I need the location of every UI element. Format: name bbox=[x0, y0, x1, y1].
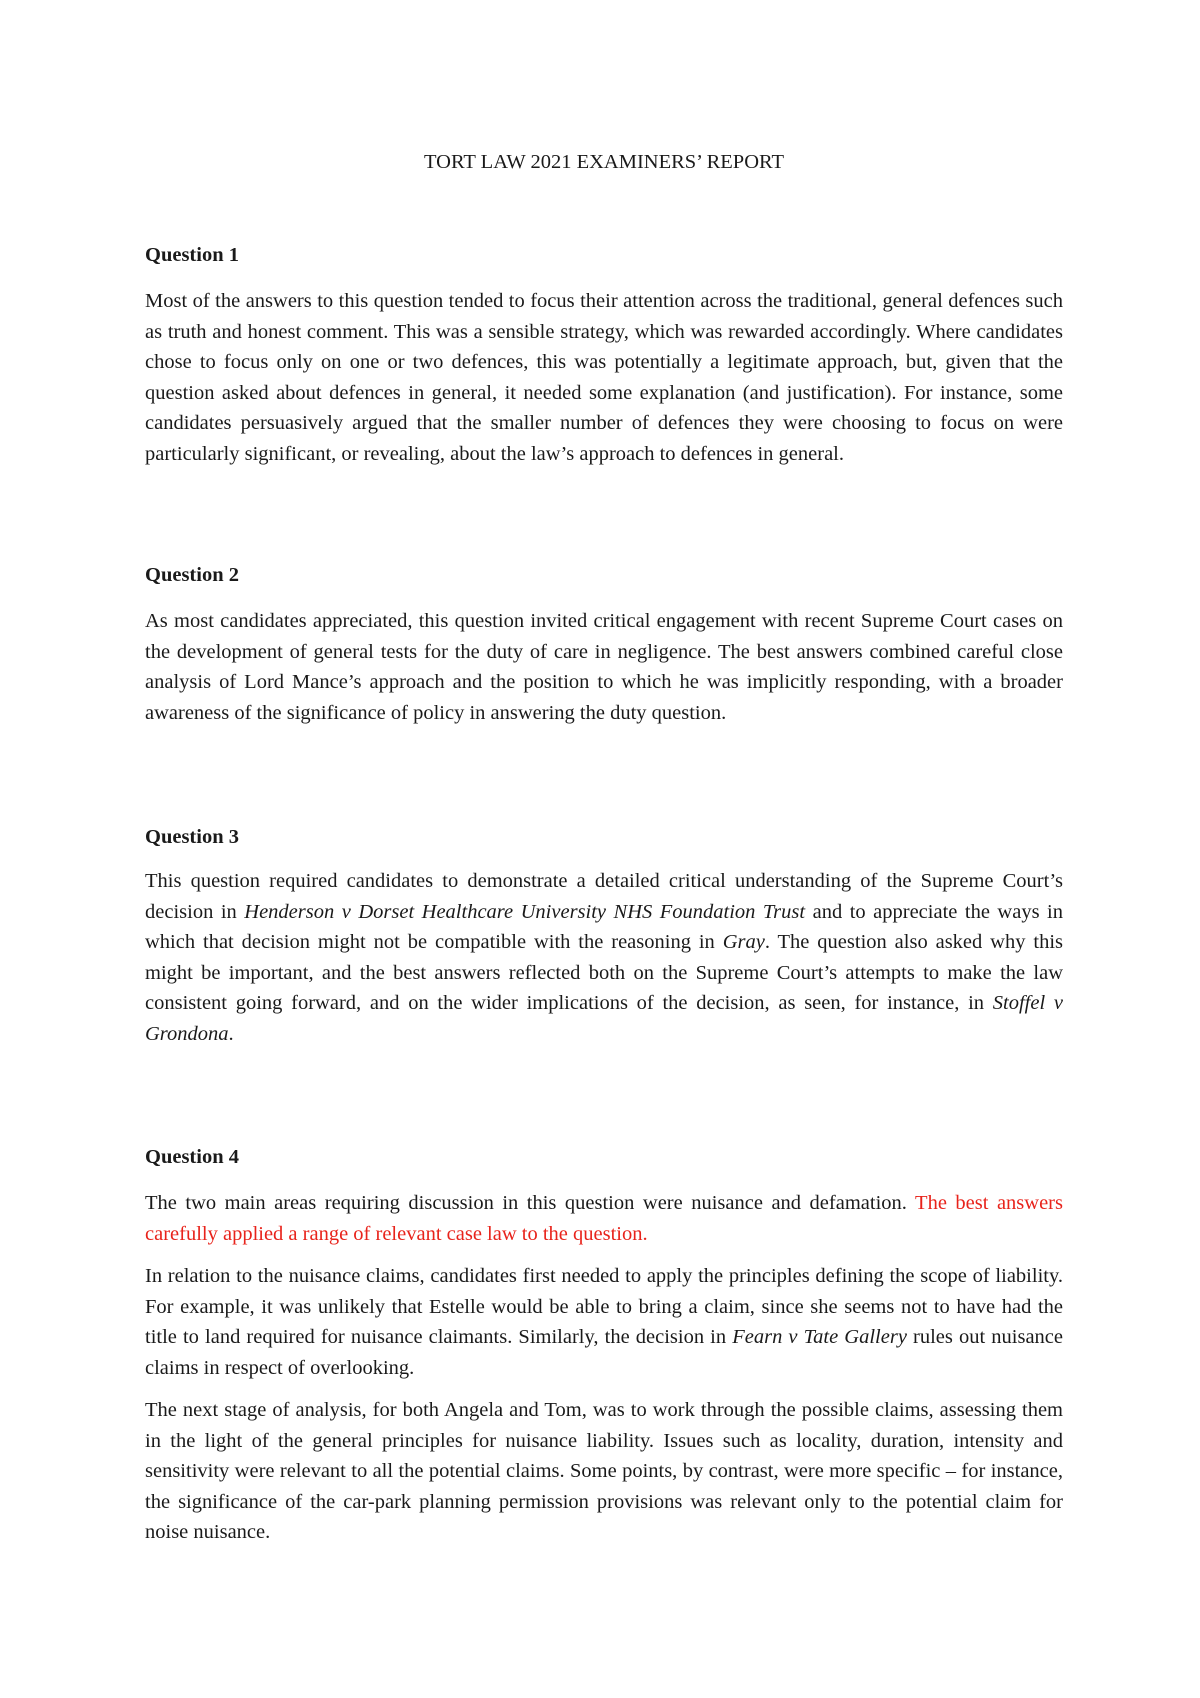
question-2-paragraph: As most candidates appreciated, this question invited critical engagement with recent Supreme Court cases on the development of general tests for the duty of care in negligence. The best answers combined careful close analysis of Lord Mance’s approach and the position to which he was implicitly responding, with a broader awareness of the significance of policy in answering the duty question. bbox=[145, 610, 1063, 724]
q4-p1-text: The two main areas requiring discussion in this question were nuisance and defamation. bbox=[145, 1192, 916, 1214]
question-4-paragraph-2 bbox=[145, 1261, 1063, 1383]
q3-text-1: This question required candidates to demonstrate a detailed critical understanding of the Supreme Court’s decision in bbox=[145, 870, 1063, 923]
document-title: TORT LAW 2021 EXAMINERS’ REPORT bbox=[424, 151, 784, 173]
question-1-heading: Question 1 bbox=[145, 244, 239, 266]
question-1-paragraph: Most of the answers to this question tended to focus their attention across the traditional, general defences such as truth and honest comment. This was a sensible strategy, which was rewarded accordingly. Where candidates chose to focus only on one or two defences, this was potentially a legitimate approach, but, given that the question asked about defences in general, it needed some explanation (and justification). For instance, some candidates persuasively argued that the smaller number of defences they were choosing to focus on were particularly significant, or revealing, about the law’s approach to defences in general. bbox=[145, 290, 1063, 465]
question-4-paragraph-3: The next stage of analysis, for both Angela and Tom, was to work through the possible claims, assessing them in the light of the general principles for nuisance liability. Issues such as locality, duration, intensity and sensitivity were relevant to all the potential claims. Some points, by contrast, were more specific – for instance, the significance of the car-park planning permission provisions was relevant only to the potential claim for noise nuisance. bbox=[145, 1399, 1063, 1543]
q3-case-henderson: Henderson v Dorset Healthcare University NHS Foundation Trust bbox=[244, 900, 806, 923]
question-4-heading: Question 4 bbox=[145, 1146, 239, 1168]
q3-case-gray: Gray bbox=[722, 931, 765, 953]
question-3-heading: Question 3 bbox=[145, 826, 239, 848]
q4-case-fearn: Fearn v Tate Gallery bbox=[732, 1326, 907, 1348]
question-4-paragraph-1 bbox=[145, 1188, 1063, 1249]
q4-p2-text-2: rules out nuisance claims in respect of overlooking. bbox=[145, 1326, 1063, 1379]
question-2-heading: Question 2 bbox=[145, 564, 239, 586]
q3-text-4: . bbox=[228, 1022, 234, 1045]
q3-text-2: and to appreciate the ways in which that decision might not be compatible with the reasoning in bbox=[145, 900, 1063, 953]
q3-text-3: . The question also asked why this might be important, and the best answers reflected both on the Supreme Court’s attempts to make the law consistent going forward, and on the wider implications of the decision, as seen, for instance, in bbox=[145, 931, 1064, 1014]
q3-case-stoffel: Stoffel v Grondona bbox=[145, 992, 1063, 1045]
q4-highlighted-text: The best answers carefully applied a range of relevant case law to the question. bbox=[145, 1192, 1063, 1245]
q4-p2-text-1: In relation to the nuisance claims, candidates first needed to apply the principles defining the scope of liability. For example, it was unlikely that Estelle would be able to bring a claim, since she seems not to have had the title to land required for nuisance claimants. Similarly, the decision in bbox=[145, 1265, 1063, 1348]
question-3-paragraph bbox=[145, 866, 1063, 1049]
